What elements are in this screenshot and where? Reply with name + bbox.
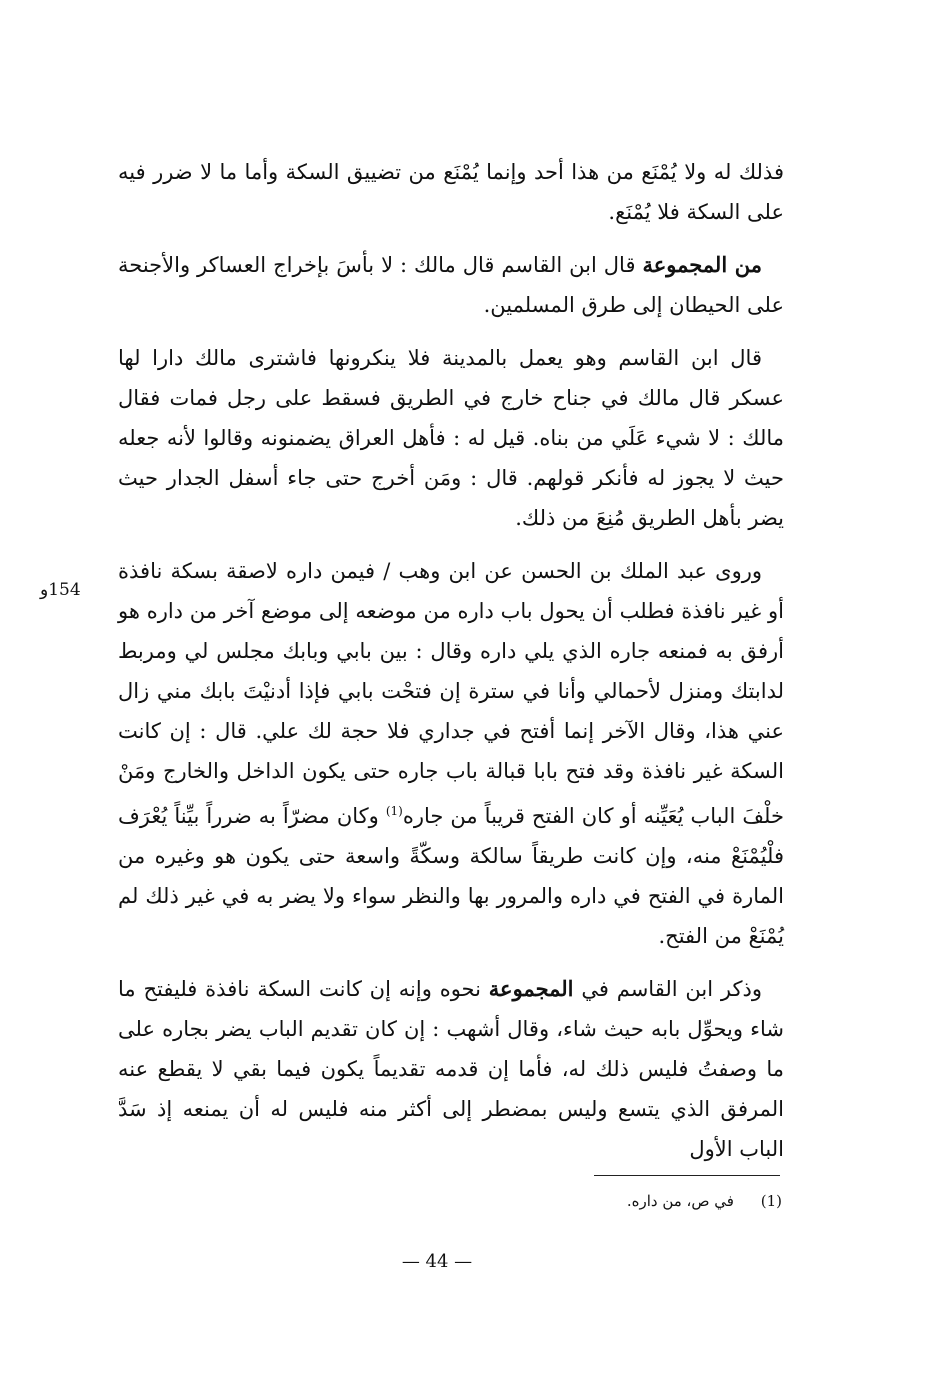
page-number: — 44 — — [401, 1251, 473, 1272]
paragraph-5: وذكر ابن القاسم في المجموعة نحوه وإنه إن كانت السكة نافذة فليفتح ما شاء ويحوِّل بابه حيث شاء، وقال أشهب : إن كان تقديم الباب يضر بجاره على ما وصفتُ فليس ذلك له، فأما إن قدمه تقديماً يكون فيما بقي لا يقطع عنه المرفق الذي يتسع وليس بمضطر إلى أكثر منه فليس له أن يمنعه إذ سَدَّ الباب الأول — [118, 976, 784, 1161]
footnote-text: في ص، من داره. — [626, 1192, 734, 1210]
folio-margin-note: 154و — [40, 580, 81, 600]
paragraph-4: وروى عبد الملك بن الحسن عن ابن وهب / فيمن داره لاصقة بسكة نافذة أو غير نافذة فطلب أن يحول باب داره من موضعه إلى موضع آخر من داره هو أرفق به فمنعه جاره الذي يلي داره وقال : بين بابي وبابك مجلس لي ومربط لدابتك ومنزل لأحمالي وأنا في سترة إن فتحْت بابي فإذا أدنيْتَ بابك مني زال عني هذا، وقال الآخر إنما أفتح في جداري فلا حجة لك علي. قال : إن كانت السكة غير نافذة وقد فتح بابا قبالة باب جاره حتى يكون الداخل والخارج ومَنْ خلْفَ الباب يُعَيِّنه أو كان الفتح قريباً من جاره$^{(1)}$ وكان مضرّاً به ضرراً بيِّناً يُعْرَف فلْيُمْنَعْ منه، وإن كانت طريقاً سالكة وسكّةً واسعة حتى يكون هو وغيره من المارة في الفتح في داره والمرور بها والنظر سواء ولا يضر به في غير ذلك لم يُمْنَعْ من الفتح. — [118, 559, 784, 948]
paragraph-2: من المجموعة قال ابن القاسم قال مالك : لا بأسَ بإخراج العساكر والأجنحة على الحيطان إلى طرق المسلمين. — [118, 252, 784, 317]
footnote-divider — [594, 1175, 780, 1176]
main-text — [118, 152, 784, 1182]
paragraph-1: فذلك له ولا يُمْنَع من هذا أحد وإنما يُمْنَع من تضييق السكة وأما ما لا ضرر فيه على السكة فلا يُمْنَع. — [118, 160, 784, 224]
footnote — [560, 1190, 782, 1212]
bold-term: من المجموعة — [642, 252, 762, 277]
footnote-number: (1) — [760, 1192, 782, 1210]
footnote-reference: (1) — [385, 804, 403, 818]
bold-term: المجموعة — [488, 976, 574, 1001]
paragraph-3: قال ابن القاسم وهو يعمل بالمدينة فلا ينكرونها فاشترى مالك دارا لها عسكر قال مالك في جناح خارج في الطريق فسقط على رجل فمات فقال مالك : لا شيء عَلَي من بناه. قيل له : فأهل العراق يضمنونه وقالوا لأنه جعله حيث لا يجوز له فأنكر قولهم. قال : ومَن أخرج حتى جاء أسفل الجدار حيث يضر بأهل الطريق مُنِعَ من ذلك. — [118, 346, 784, 530]
